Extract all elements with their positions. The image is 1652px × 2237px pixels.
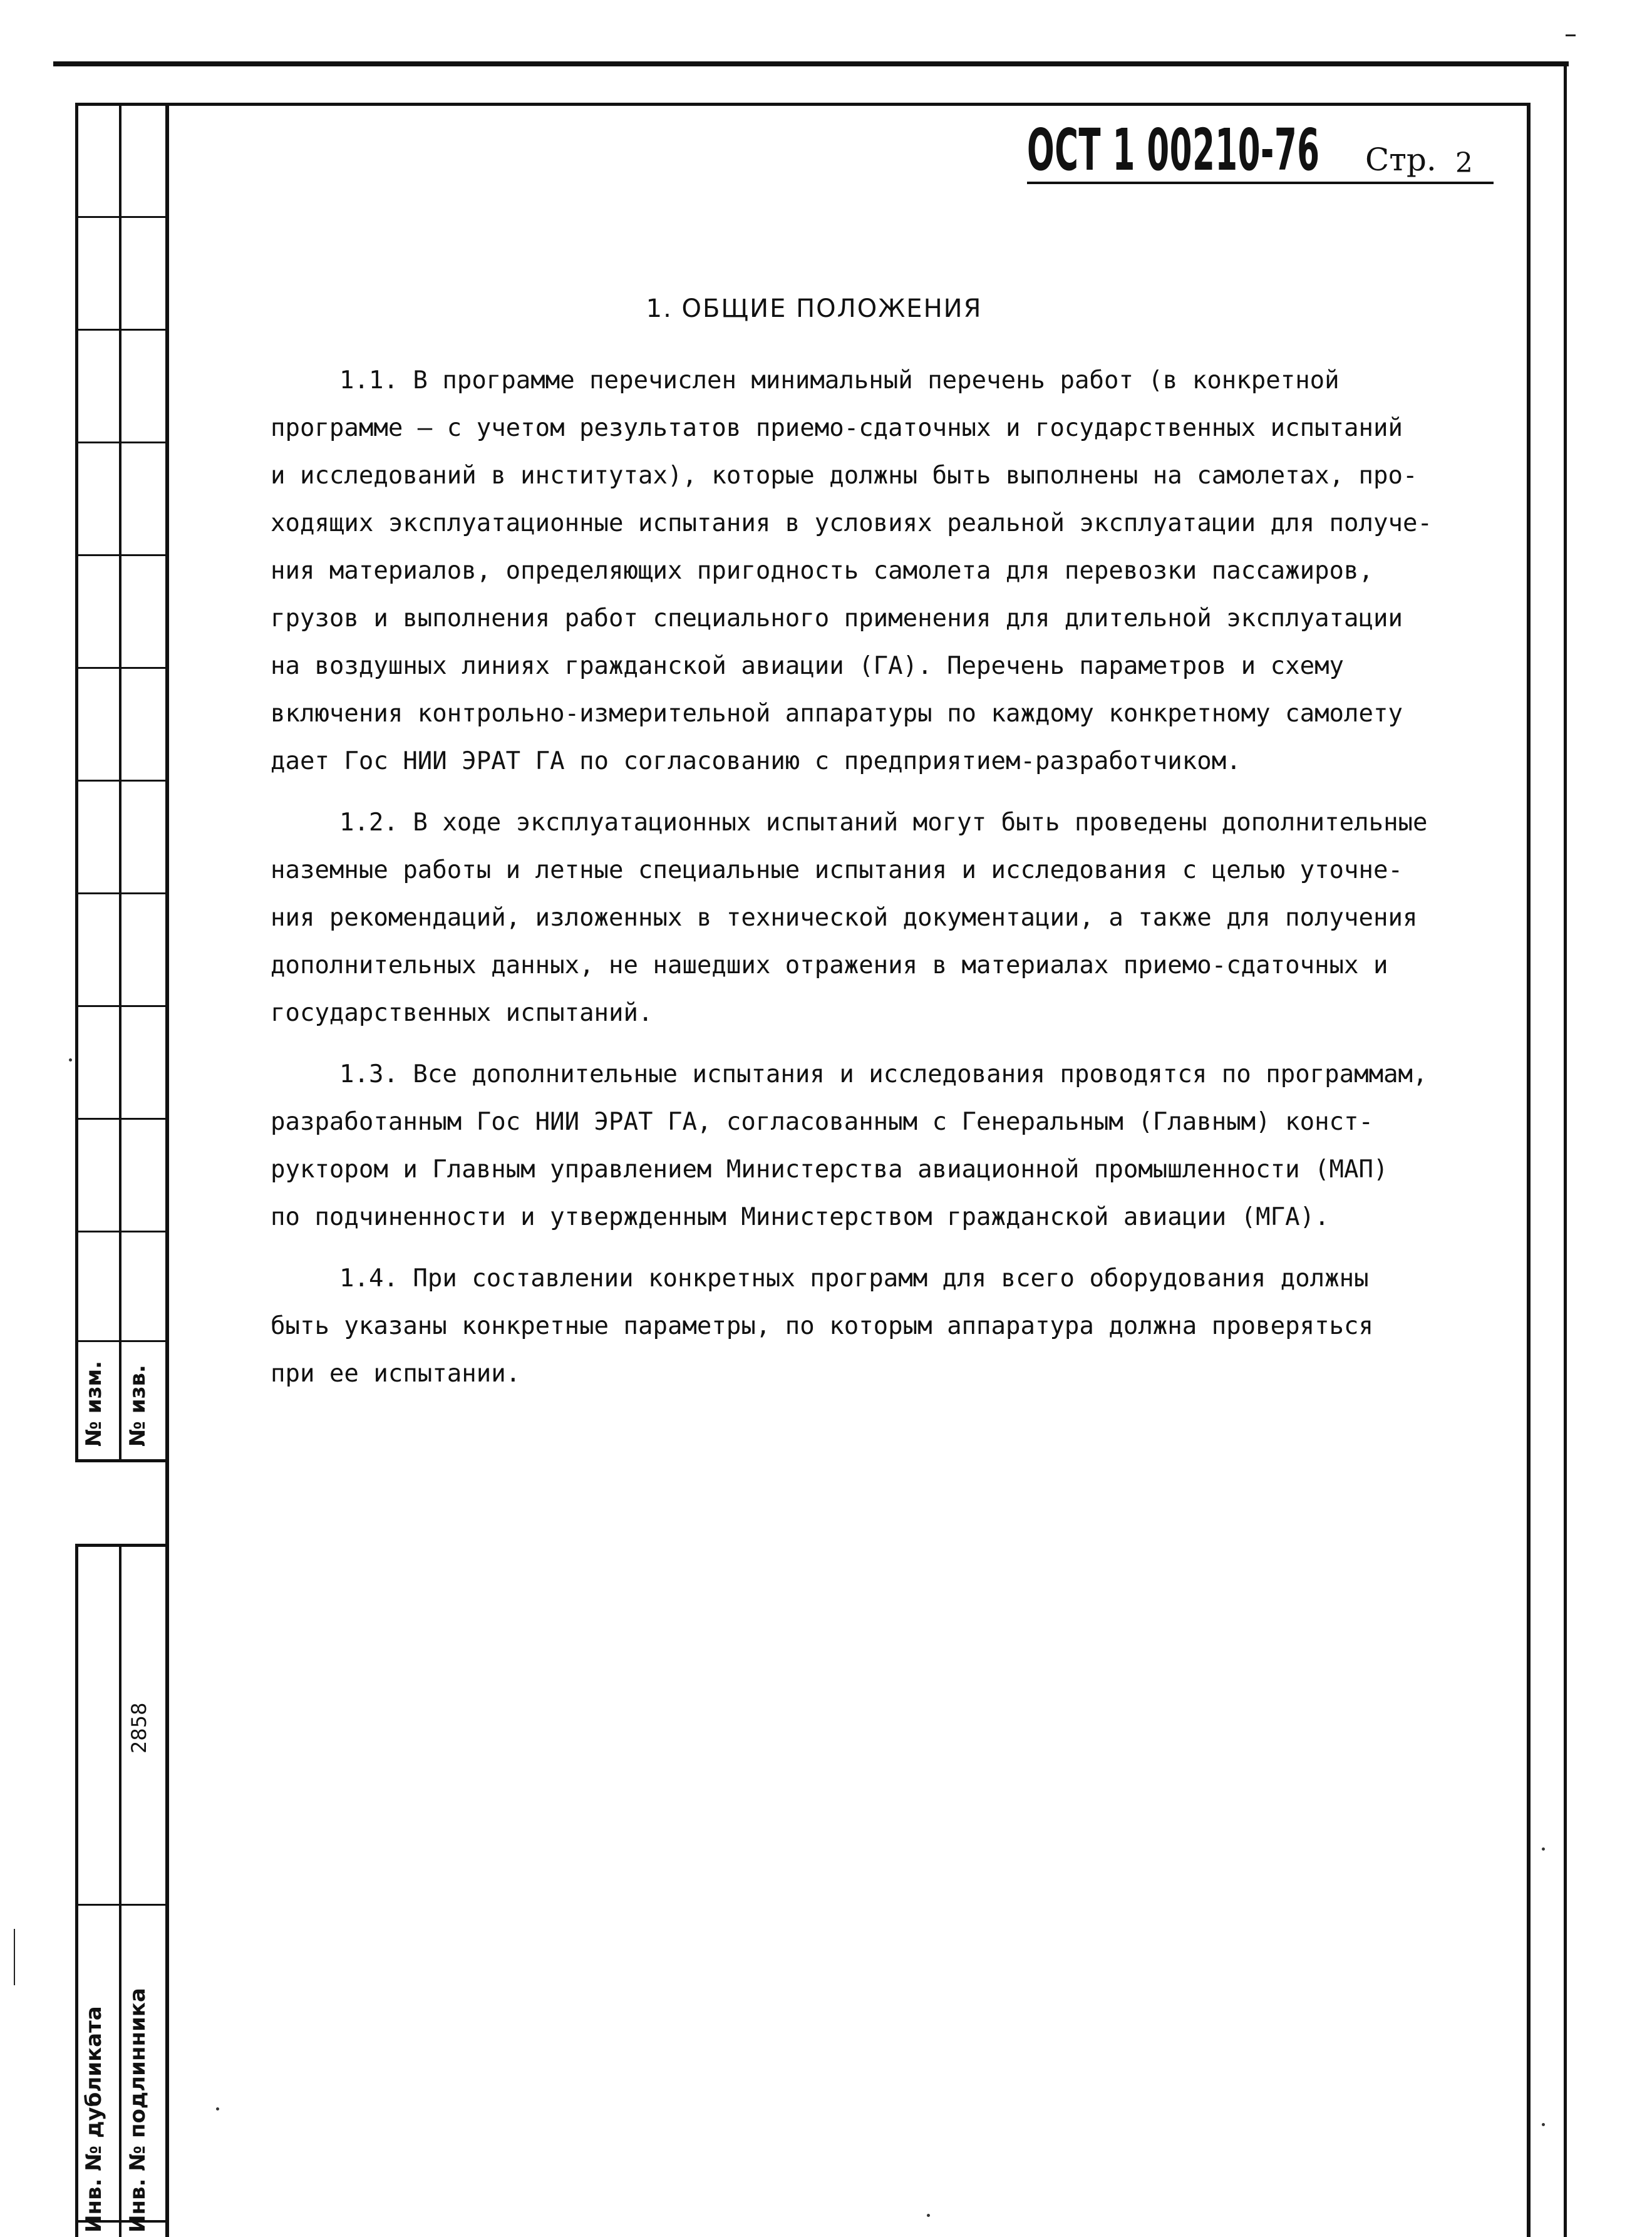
scan-mark <box>14 1929 15 1985</box>
stamp-cell-divider <box>75 780 169 782</box>
stamp-cell-divider <box>75 892 169 894</box>
stamp-column-line-1 <box>75 103 78 1462</box>
scan-mark <box>1566 34 1576 36</box>
scan-dot <box>927 2214 930 2217</box>
frame-right-line <box>1527 103 1531 2237</box>
stamp-column-line-2-lower <box>119 1544 121 2237</box>
paragraph-1-2: 1.2. В ходе эксплуатационных испытаний могут быть проведены дополнительные наземные работы и летные специальные испытания и исследования с целью уточне- ния рекомендаций, изложенных в технической документации, а также для получения дополнительных данных, не нашедших отражения в материалах приемо-сдаточных и государственных испытаний. <box>271 809 1428 1027</box>
stamp-cell-divider <box>75 1118 169 1120</box>
scan-dot <box>69 1058 72 1062</box>
stamp-cell-divider <box>75 442 169 443</box>
outer-right-line <box>1564 61 1567 2237</box>
stamp-cell-divider <box>75 1904 169 1906</box>
scan-dot <box>1542 1847 1545 1851</box>
frame-top-line <box>75 103 1529 106</box>
stamp-cell-divider <box>75 667 169 669</box>
paragraph-1-1: 1.1. В программе перечислен минимальный перечень работ (в конкретной программе – с учетом результатов приемо-сдаточных и государственных испытаний и исследований в институтах), которые должны быть выполнены на самолетах, про- ходящих эксплуатационные испытания в условиях реальной эксплуатации для получе- ния материалов, определяющих пригодность самолета для перевозки пассажиров, грузов и выполнения работ специального применения для длительной эксплуатации на воздушных линиях гражданской авиации (ГА). Перечень параметров и схему включения контрольно-измерительной аппаратуры по каждому конкретному самолету дает Гос НИИ ЭРАТ ГА по согласованию с предприятием-разработчиком. <box>271 366 1432 775</box>
frame-left-line <box>165 103 169 2237</box>
stamp-change-label-2: № изв. <box>125 1365 150 1447</box>
stamp-cell-divider <box>75 1544 169 1547</box>
stamp-original-label: Инв. № подлинника <box>125 1988 150 2233</box>
stamp-cell-divider <box>75 554 169 556</box>
page-header <box>1027 116 1494 184</box>
stamp-cell-divider <box>75 216 169 218</box>
paragraph-1-4: 1.4. При составлении конкретных программ для всего оборудования должны быть указаны конкретные параметры, по которым аппаратура должна проверяться при ее испытании. <box>271 1264 1373 1388</box>
scan-dot <box>1542 2123 1545 2126</box>
scan-dot <box>216 2107 219 2110</box>
top-border-line <box>53 61 1569 66</box>
section-title: 1. ОБЩИЕ ПОЛОЖЕНИЯ <box>646 294 983 323</box>
stamp-duplicate-label: Инв. № дубликата <box>81 2006 106 2233</box>
stamp-cell-divider <box>75 1005 169 1007</box>
paragraph-1-3: 1.3. Все дополнительные испытания и исследования проводятся по программам, разработанным Гос НИИ ЭРАТ ГА, согласованным с Генеральным (Главным) конст- руктором и Главным управлением Министерства авиационной промышленности (МАП) по подчиненности и утвержденным Министерством гражданской авиации (МГА). <box>271 1060 1428 1231</box>
stamp-cell-divider <box>75 1340 169 1342</box>
page-number: 2 <box>1455 147 1473 179</box>
standard-code: ОСТ 1 00210-76 <box>1027 116 1320 183</box>
stamp-change-label-1: № изм. <box>81 1360 106 1447</box>
page-label: Стр. <box>1365 142 1437 178</box>
stamp-cell-divider <box>75 1231 169 1232</box>
stamp-column-line-1-lower <box>75 1544 78 2237</box>
document-body <box>271 357 1435 1412</box>
stamp-cell-divider <box>75 1459 169 1462</box>
stamp-cell-divider <box>75 329 169 331</box>
inventory-number: 2858 <box>127 1702 151 1754</box>
stamp-column-line-2 <box>119 103 121 1462</box>
